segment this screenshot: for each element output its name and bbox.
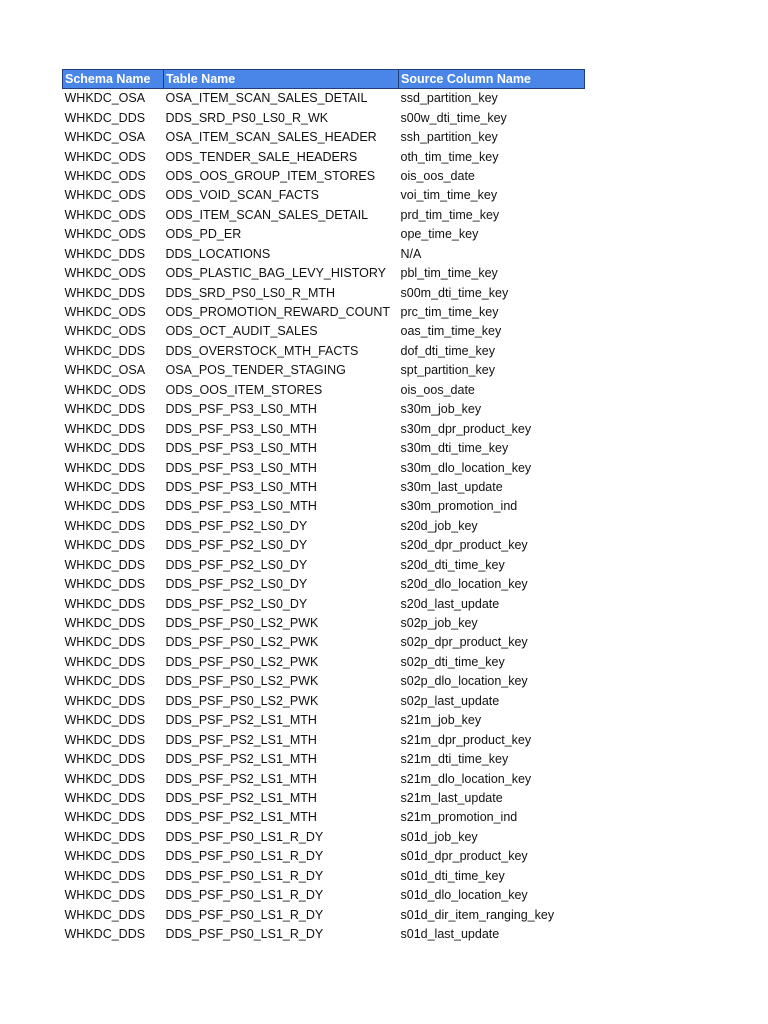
- cell-source-column-name[interactable]: s00w_dti_time_key: [400, 110, 507, 125]
- cell-source-column-name[interactable]: s30m_dti_time_key: [400, 441, 509, 456]
- cell-table-name[interactable]: DDS_PSF_PS0_LS1_R_DY: [165, 829, 324, 844]
- table-row: [63, 381, 585, 400]
- table-row: [63, 89, 585, 109]
- cell-source-column-name[interactable]: voi_tim_time_key: [400, 188, 498, 203]
- table-row: [63, 245, 585, 264]
- table-row: [63, 536, 585, 555]
- cell-source-column-name[interactable]: dof_dti_time_key: [400, 343, 496, 358]
- cell-table-name[interactable]: DDS_PSF_PS3_LS0_MTH: [165, 441, 317, 456]
- cell-table-name[interactable]: ODS_ITEM_SCAN_SALES_DETAIL: [165, 207, 369, 222]
- header-source-column-name[interactable]: Source Column Name: [399, 70, 585, 89]
- table-row: [63, 108, 585, 127]
- table-row: [63, 575, 585, 594]
- cell-source-column-name[interactable]: spt_partition_key: [400, 363, 496, 378]
- table-row: [63, 808, 585, 827]
- cell-table-name[interactable]: DDS_PSF_PS2_LS1_MTH: [165, 810, 317, 825]
- cell-source-column-name[interactable]: s30m_last_update: [400, 479, 503, 494]
- table-row: [63, 847, 585, 866]
- table-row: [63, 886, 585, 905]
- cell-schema-name[interactable]: WHKDC_DDS: [64, 343, 146, 358]
- cell-source-column-name[interactable]: s21m_last_update: [400, 790, 503, 805]
- cell-source-column-name[interactable]: s01d_dir_item_ranging_key: [400, 907, 555, 922]
- cell-schema-name[interactable]: WHKDC_DDS: [64, 110, 146, 125]
- cell-table-name[interactable]: DDS_PSF_PS2_LS0_DY: [165, 518, 308, 533]
- cell-schema-name[interactable]: WHKDC_DDS: [64, 868, 146, 883]
- cell-table-name[interactable]: ODS_OCT_AUDIT_SALES: [165, 324, 318, 339]
- cell-source-column-name[interactable]: ois_oos_date: [400, 382, 475, 397]
- cell-schema-name[interactable]: WHKDC_DDS: [64, 790, 146, 805]
- cell-schema-name[interactable]: WHKDC_ODS: [64, 305, 146, 320]
- table-row: [63, 769, 585, 788]
- table-row: [63, 594, 585, 613]
- cell-source-column-name[interactable]: s02p_job_key: [400, 616, 478, 631]
- table-row: [63, 361, 585, 380]
- table-row: [63, 750, 585, 769]
- table-row: [63, 614, 585, 633]
- cell-source-column-name[interactable]: s20d_dlo_location_key: [400, 577, 528, 592]
- cell-schema-name[interactable]: WHKDC_DDS: [64, 752, 146, 767]
- header-schema-name[interactable]: Schema Name: [63, 70, 164, 89]
- cell-schema-name[interactable]: WHKDC_DDS: [64, 557, 146, 572]
- cell-table-name[interactable]: DDS_PSF_PS2_LS1_MTH: [165, 790, 317, 805]
- cell-schema-name[interactable]: WHKDC_DDS: [64, 285, 146, 300]
- table-row: [63, 147, 585, 166]
- cell-table-name[interactable]: DDS_PSF_PS2_LS1_MTH: [165, 752, 317, 767]
- cell-table-name[interactable]: DDS_SRD_PS0_LS0_R_WK: [165, 110, 329, 125]
- cell-source-column-name[interactable]: s20d_last_update: [400, 596, 500, 611]
- cell-schema-name[interactable]: WHKDC_DDS: [64, 635, 146, 650]
- cell-source-column-name[interactable]: s02p_dti_time_key: [400, 654, 505, 669]
- cell-table-name[interactable]: DDS_PSF_PS2_LS1_MTH: [165, 713, 317, 728]
- table-row: [63, 653, 585, 672]
- table-row: [63, 925, 585, 944]
- cell-table-name[interactable]: DDS_PSF_PS0_LS1_R_DY: [165, 907, 324, 922]
- cell-schema-name[interactable]: WHKDC_DDS: [64, 460, 146, 475]
- table-body: [63, 89, 585, 945]
- table-row: [63, 303, 585, 322]
- cell-source-column-name[interactable]: ope_time_key: [400, 227, 479, 242]
- table-row: [63, 789, 585, 808]
- cell-schema-name[interactable]: WHKDC_DDS: [64, 907, 146, 922]
- table-row: [63, 186, 585, 205]
- cell-table-name[interactable]: DDS_PSF_PS2_LS0_DY: [165, 557, 308, 572]
- table-row: [63, 283, 585, 302]
- cell-table-name[interactable]: DDS_PSF_PS0_LS2_PWK: [165, 635, 319, 650]
- cell-schema-name[interactable]: WHKDC_DDS: [64, 518, 146, 533]
- cell-table-name[interactable]: ODS_TENDER_SALE_HEADERS: [165, 149, 358, 164]
- cell-schema-name[interactable]: WHKDC_DDS: [64, 927, 146, 942]
- cell-table-name[interactable]: ODS_PLASTIC_BAG_LEVY_HISTORY: [165, 266, 386, 281]
- cell-source-column-name[interactable]: s01d_dpr_product_key: [400, 849, 528, 864]
- cell-table-name[interactable]: ODS_PD_ER: [165, 227, 242, 242]
- cell-table-name[interactable]: DDS_PSF_PS0_LS1_R_DY: [165, 849, 324, 864]
- cell-schema-name[interactable]: WHKDC_DDS: [64, 538, 146, 553]
- table-row: [63, 400, 585, 419]
- cell-schema-name[interactable]: WHKDC_DDS: [64, 577, 146, 592]
- cell-table-name[interactable]: DDS_PSF_PS0_LS2_PWK: [165, 654, 319, 669]
- table-row: [63, 225, 585, 244]
- table-row: [63, 419, 585, 438]
- cell-source-column-name[interactable]: s30m_job_key: [400, 402, 482, 417]
- cell-table-name[interactable]: OSA_POS_TENDER_STAGING: [165, 363, 346, 378]
- cell-schema-name[interactable]: WHKDC_ODS: [64, 266, 146, 281]
- cell-source-column-name[interactable]: s20d_job_key: [400, 518, 478, 533]
- table-row: [63, 264, 585, 283]
- cell-schema-name[interactable]: WHKDC_DDS: [64, 674, 146, 689]
- table-row: [63, 517, 585, 536]
- table-header: [63, 70, 585, 89]
- cell-schema-name[interactable]: WHKDC_DDS: [64, 771, 146, 786]
- cell-table-name[interactable]: DDS_PSF_PS2_LS1_MTH: [165, 771, 317, 786]
- source-column-table: [62, 69, 585, 944]
- cell-table-name[interactable]: DDS_PSF_PS3_LS0_MTH: [165, 479, 317, 494]
- cell-schema-name[interactable]: WHKDC_DDS: [64, 421, 146, 436]
- table-row: [63, 458, 585, 477]
- cell-schema-name[interactable]: WHKDC_ODS: [64, 149, 146, 164]
- cell-source-column-name[interactable]: ssd_partition_key: [400, 91, 498, 106]
- cell-schema-name[interactable]: WHKDC_ODS: [64, 227, 146, 242]
- cell-source-column-name[interactable]: s21m_dpr_product_key: [400, 732, 532, 747]
- table-row: [63, 128, 585, 147]
- cell-schema-name[interactable]: WHKDC_DDS: [64, 693, 146, 708]
- cell-source-column-name[interactable]: s02p_dlo_location_key: [400, 674, 528, 689]
- cell-table-name[interactable]: DDS_SRD_PS0_LS0_R_MTH: [165, 285, 336, 300]
- cell-table-name[interactable]: DDS_PSF_PS0_LS2_PWK: [165, 616, 319, 631]
- cell-source-column-name[interactable]: s30m_promotion_ind: [400, 499, 518, 514]
- table-row: [63, 633, 585, 652]
- cell-table-name[interactable]: DDS_PSF_PS0_LS1_R_DY: [165, 888, 324, 903]
- table-row: [63, 167, 585, 186]
- cell-table-name[interactable]: OSA_ITEM_SCAN_SALES_DETAIL: [165, 91, 368, 106]
- cell-table-name[interactable]: DDS_OVERSTOCK_MTH_FACTS: [165, 343, 359, 358]
- cell-schema-name[interactable]: WHKDC_DDS: [64, 713, 146, 728]
- table-row: [63, 478, 585, 497]
- table-row: [63, 439, 585, 458]
- cell-schema-name[interactable]: WHKDC_DDS: [64, 616, 146, 631]
- spreadsheet-sheet: [62, 69, 584, 944]
- table-row: [63, 828, 585, 847]
- cell-table-name[interactable]: OSA_ITEM_SCAN_SALES_HEADER: [165, 130, 377, 145]
- cell-source-column-name[interactable]: prd_tim_time_key: [400, 207, 500, 222]
- cell-schema-name[interactable]: WHKDC_DDS: [64, 441, 146, 456]
- cell-source-column-name[interactable]: s20d_dti_time_key: [400, 557, 505, 572]
- cell-table-name[interactable]: DDS_PSF_PS0_LS2_PWK: [165, 674, 319, 689]
- table-row: [63, 730, 585, 749]
- table-row: [63, 497, 585, 516]
- cell-schema-name[interactable]: WHKDC_DDS: [64, 654, 146, 669]
- cell-table-name[interactable]: DDS_PSF_PS2_LS0_DY: [165, 577, 308, 592]
- table-row: [63, 711, 585, 730]
- cell-source-column-name[interactable]: s01d_job_key: [400, 829, 478, 844]
- table-row: [63, 905, 585, 924]
- cell-schema-name[interactable]: WHKDC_ODS: [64, 382, 146, 397]
- cell-table-name[interactable]: DDS_PSF_PS0_LS1_R_DY: [165, 868, 324, 883]
- cell-source-column-name[interactable]: s01d_dti_time_key: [400, 868, 505, 883]
- cell-table-name[interactable]: ODS_OOS_GROUP_ITEM_STORES: [165, 168, 376, 183]
- cell-source-column-name[interactable]: pbl_tim_time_key: [400, 266, 498, 281]
- cell-source-column-name[interactable]: ois_oos_date: [400, 168, 475, 183]
- cell-source-column-name[interactable]: oas_tim_time_key: [400, 324, 502, 339]
- cell-table-name[interactable]: DDS_LOCATIONS: [165, 246, 271, 261]
- cell-table-name[interactable]: DDS_PSF_PS0_LS1_R_DY: [165, 927, 324, 942]
- cell-source-column-name[interactable]: s21m_promotion_ind: [400, 810, 518, 825]
- cell-source-column-name[interactable]: s21m_job_key: [400, 713, 482, 728]
- cell-table-name[interactable]: DDS_PSF_PS0_LS2_PWK: [165, 693, 319, 708]
- cell-schema-name[interactable]: WHKDC_DDS: [64, 479, 146, 494]
- cell-table-name[interactable]: ODS_PROMOTION_REWARD_COUNT: [165, 305, 391, 320]
- cell-schema-name[interactable]: WHKDC_DDS: [64, 810, 146, 825]
- cell-source-column-name[interactable]: s02p_dpr_product_key: [400, 635, 528, 650]
- cell-schema-name[interactable]: WHKDC_OSA: [64, 130, 146, 145]
- cell-schema-name[interactable]: WHKDC_DDS: [64, 732, 146, 747]
- cell-schema-name[interactable]: WHKDC_ODS: [64, 168, 146, 183]
- cell-schema-name[interactable]: WHKDC_OSA: [64, 363, 146, 378]
- cell-source-column-name[interactable]: s01d_dlo_location_key: [400, 888, 528, 903]
- cell-table-name[interactable]: ODS_VOID_SCAN_FACTS: [165, 188, 320, 203]
- cell-schema-name[interactable]: WHKDC_DDS: [64, 829, 146, 844]
- cell-table-name[interactable]: DDS_PSF_PS2_LS0_DY: [165, 538, 308, 553]
- table-row: [63, 867, 585, 886]
- table-row: [63, 322, 585, 341]
- cell-source-column-name[interactable]: s00m_dti_time_key: [400, 285, 509, 300]
- cell-table-name[interactable]: DDS_PSF_PS3_LS0_MTH: [165, 421, 317, 436]
- cell-schema-name[interactable]: WHKDC_DDS: [64, 246, 146, 261]
- header-table-name[interactable]: Table Name: [164, 70, 399, 89]
- table-row: [63, 672, 585, 691]
- cell-schema-name[interactable]: WHKDC_OSA: [64, 91, 146, 106]
- cell-schema-name[interactable]: WHKDC_DDS: [64, 499, 146, 514]
- table-row: [63, 342, 585, 361]
- cell-source-column-name[interactable]: s02p_last_update: [400, 693, 500, 708]
- table-row: [63, 556, 585, 575]
- cell-source-column-name[interactable]: prc_tim_time_key: [400, 305, 499, 320]
- table-row: [63, 692, 585, 711]
- cell-table-name[interactable]: DDS_PSF_PS3_LS0_MTH: [165, 499, 317, 514]
- cell-schema-name[interactable]: WHKDC_DDS: [64, 402, 146, 417]
- cell-table-name[interactable]: DDS_PSF_PS3_LS0_MTH: [165, 460, 317, 475]
- cell-source-column-name[interactable]: oth_tim_time_key: [400, 149, 499, 164]
- cell-source-column-name[interactable]: s30m_dpr_product_key: [400, 421, 532, 436]
- cell-table-name[interactable]: DDS_PSF_PS2_LS1_MTH: [165, 732, 317, 747]
- table-row: [63, 206, 585, 225]
- cell-source-column-name[interactable]: s30m_dlo_location_key: [400, 460, 532, 475]
- cell-schema-name[interactable]: WHKDC_DDS: [64, 888, 146, 903]
- cell-table-name[interactable]: DDS_PSF_PS3_LS0_MTH: [165, 402, 317, 417]
- cell-table-name[interactable]: ODS_OOS_ITEM_STORES: [165, 382, 323, 397]
- cell-source-column-name[interactable]: s21m_dlo_location_key: [400, 771, 532, 786]
- cell-schema-name[interactable]: WHKDC_DDS: [64, 596, 146, 611]
- cell-source-column-name[interactable]: N/A: [400, 246, 422, 261]
- cell-source-column-name[interactable]: ssh_partition_key: [400, 130, 498, 145]
- cell-table-name[interactable]: DDS_PSF_PS2_LS0_DY: [165, 596, 308, 611]
- cell-schema-name[interactable]: WHKDC_DDS: [64, 849, 146, 864]
- cell-schema-name[interactable]: WHKDC_ODS: [64, 188, 146, 203]
- cell-source-column-name[interactable]: s20d_dpr_product_key: [400, 538, 528, 553]
- cell-schema-name[interactable]: WHKDC_ODS: [64, 207, 146, 222]
- header-row: [63, 70, 585, 89]
- cell-schema-name[interactable]: WHKDC_ODS: [64, 324, 146, 339]
- cell-source-column-name[interactable]: s01d_last_update: [400, 927, 500, 942]
- cell-source-column-name[interactable]: s21m_dti_time_key: [400, 752, 509, 767]
